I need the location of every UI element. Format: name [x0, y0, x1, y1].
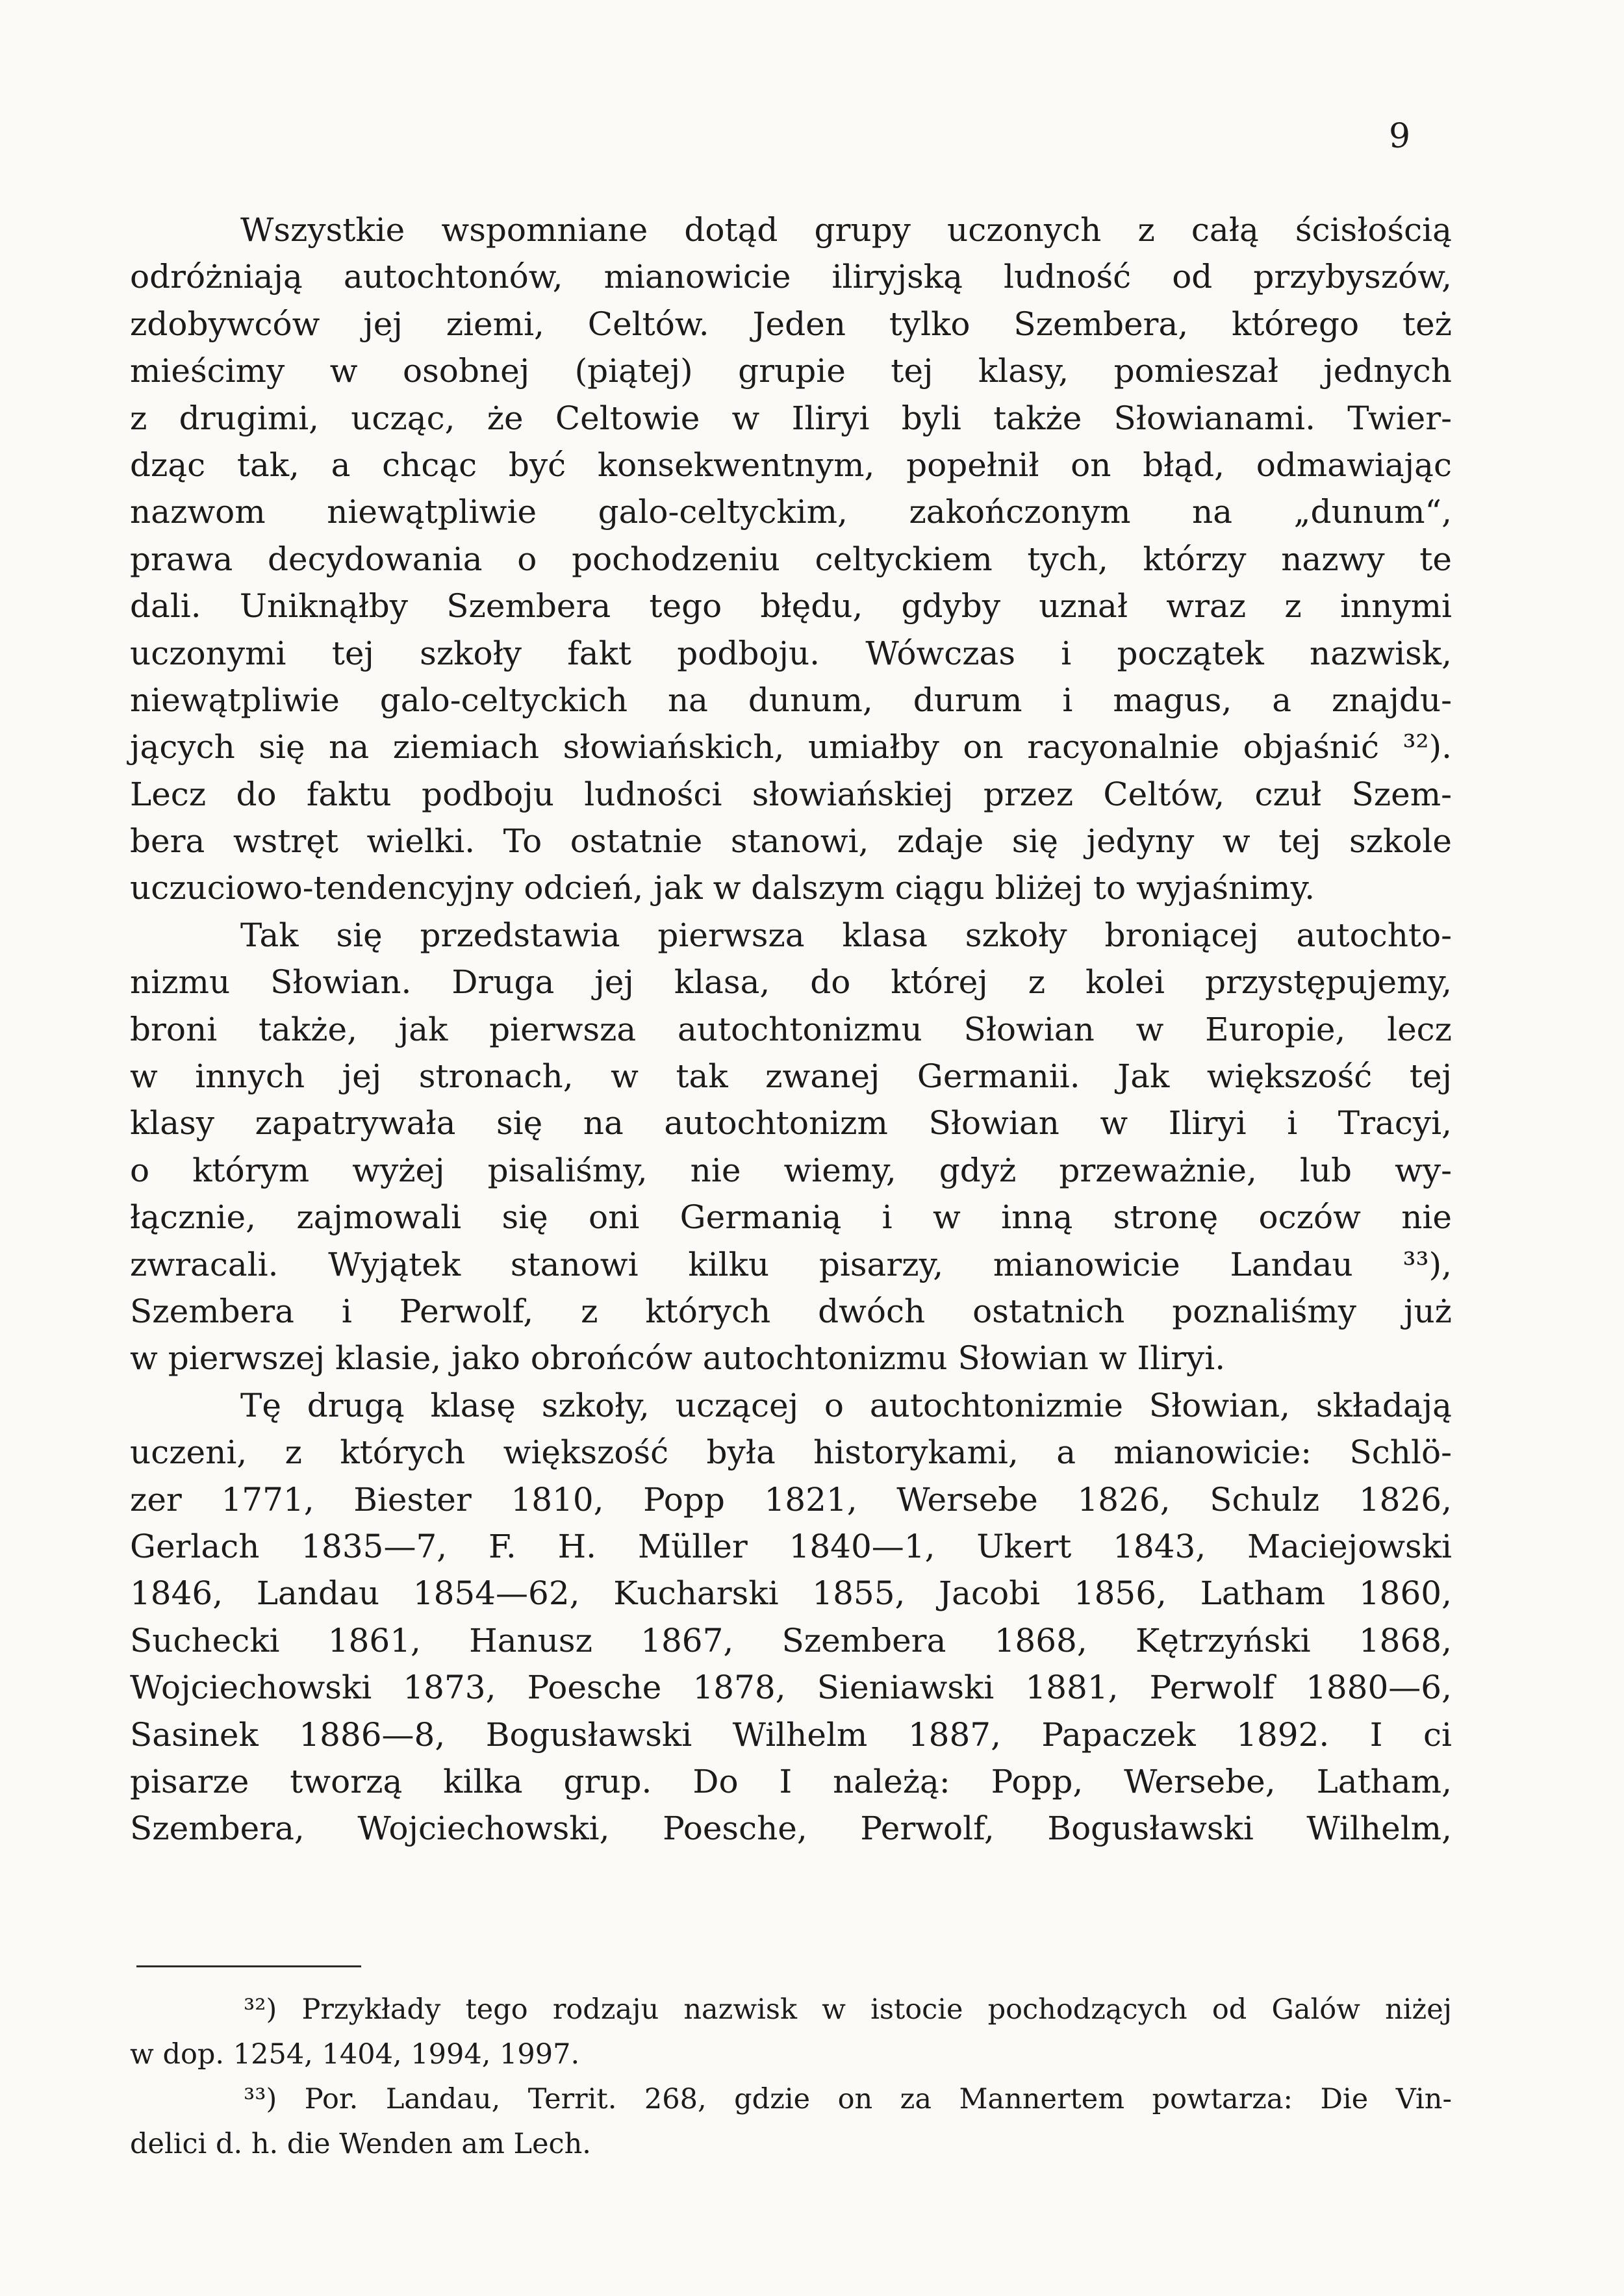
- page-number: 9: [1389, 117, 1411, 156]
- body-line: prawa decydowania o pochodzeniu celtyckiem tych, którzy nazwy te: [130, 540, 1452, 578]
- body-line: Wszystkie wspomniane dotąd grupy uczonych z całą ścisłością: [240, 211, 1452, 249]
- body-line: zdobywców jej ziemi, Celtów. Jeden tylko Szembera, którego też: [130, 305, 1452, 343]
- body-line: uczeni, z których większość była historykami, a mianowicie: Schlö-: [130, 1433, 1452, 1472]
- footnote-divider: [136, 1965, 361, 1967]
- body-line: bera wstręt wielki. To ostatnie stanowi, zdaje się jedyny w tej szkole: [130, 822, 1452, 861]
- footnote-line: ³²) Przykłady tego rodzaju nazwisk w istocie pochodzących od Galów niżej: [244, 1993, 1452, 2026]
- body-line: zer 1771, Biester 1810, Popp 1821, Wersebe 1826, Schulz 1826,: [130, 1480, 1452, 1519]
- body-line: klasy zapatrywała się na autochtonizm Słowian w Iliryi i Tracyi,: [130, 1104, 1452, 1142]
- body-line: mieścimy w osobnej (piątej) grupie tej klasy, pomieszał jednych: [130, 352, 1452, 390]
- body-line: 1846, Landau 1854—62, Kucharski 1855, Jacobi 1856, Latham 1860,: [130, 1574, 1452, 1613]
- body-line: Gerlach 1835—7, F. H. Müller 1840—1, Ukert 1843, Maciejowski: [130, 1527, 1452, 1565]
- body-line: broni także, jak pierwsza autochtonizmu Słowian w Europie, lecz: [130, 1010, 1452, 1048]
- body-line: zwracali. Wyjątek stanowi kilku pisarzy, mianowicie Landau ³³),: [130, 1245, 1452, 1283]
- footnotes: [130, 1987, 1452, 2167]
- body-line: o którym wyżej pisaliśmy, nie wiemy, gdyż przeważnie, lub wy-: [130, 1151, 1452, 1189]
- body-line: jących się na ziemiach słowiańskich, umiałby on racyonalnie objaśnić ³²).: [130, 728, 1452, 766]
- body-line: Szembera, Wojciechowski, Poesche, Perwolf, Bogusławski Wilhelm,: [130, 1810, 1452, 1848]
- body-line: Sasinek 1886—8, Bogusławski Wilhelm 1887, Papaczek 1892. I ci: [130, 1715, 1452, 1754]
- body-line: w pierwszej klasie, jako obrońców autochtonizmu Słowian w Iliryi.: [130, 1339, 1226, 1378]
- body-line: łącznie, zajmowali się oni Germanią i w inną stronę oczów nie: [130, 1198, 1452, 1237]
- body-line: uczuciowo-tendencyjny odcień, jak w dalszym ciągu bliżej to wyjaśnimy.: [130, 869, 1315, 907]
- body-line: z drugimi, ucząc, że Celtowie w Iliryi byli także Słowianami. Twier-: [130, 399, 1452, 437]
- body-line: nizmu Słowian. Druga jej klasa, do której z kolei przystępujemy,: [130, 963, 1452, 1002]
- body-line: w innych jej stronach, w tak zwanej Germanii. Jak większość tej: [130, 1057, 1452, 1096]
- body-line: niewątpliwie galo-celtyckich na dunum, durum i magus, a znajdu-: [130, 681, 1452, 719]
- body-line: dali. Uniknąłby Szembera tego błędu, gdyby uznał wraz z innymi: [130, 587, 1452, 625]
- body-text: [130, 207, 1452, 1852]
- body-line: nazwom niewątpliwie galo-celtyckim, zakończonym na „dunum“,: [130, 493, 1452, 531]
- footnote-line: ³³) Por. Landau, Territ. 268, gdzie on za Mannertem powtarza: Die Vin-: [244, 2083, 1452, 2115]
- body-line: Tak się przedstawia pierwsza klasa szkoły broniącej autochto-: [240, 916, 1452, 954]
- footnote-line: delici d. h. die Wenden am Lech.: [130, 2128, 591, 2160]
- body-line: pisarze tworzą kilka grup. Do I należą: Popp, Wersebe, Latham,: [130, 1762, 1452, 1800]
- body-line: Lecz do faktu podboju ludności słowiańskiej przez Celtów, czuł Szem-: [130, 775, 1452, 813]
- body-line: odróżniają autochtonów, mianowicie iliryjską ludność od przybyszów,: [130, 258, 1452, 296]
- body-line: Wojciechowski 1873, Poesche 1878, Sieniawski 1881, Perwolf 1880—6,: [130, 1669, 1452, 1707]
- body-line: dząc tak, a chcąc być konsekwentnym, popełnił on błąd, odmawiając: [130, 446, 1452, 484]
- body-line: Tę drugą klasę szkoły, uczącej o autochtonizmie Słowian, składają: [240, 1386, 1452, 1424]
- body-line: uczonymi tej szkoły fakt podboju. Wówczas i początek nazwisk,: [130, 634, 1452, 672]
- footnote-line: w dop. 1254, 1404, 1994, 1997.: [130, 2038, 580, 2071]
- body-line: Suchecki 1861, Hanusz 1867, Szembera 1868, Kętrzyński 1868,: [130, 1621, 1452, 1659]
- body-line: Szembera i Perwolf, z których dwóch ostatnich poznaliśmy już: [130, 1292, 1452, 1330]
